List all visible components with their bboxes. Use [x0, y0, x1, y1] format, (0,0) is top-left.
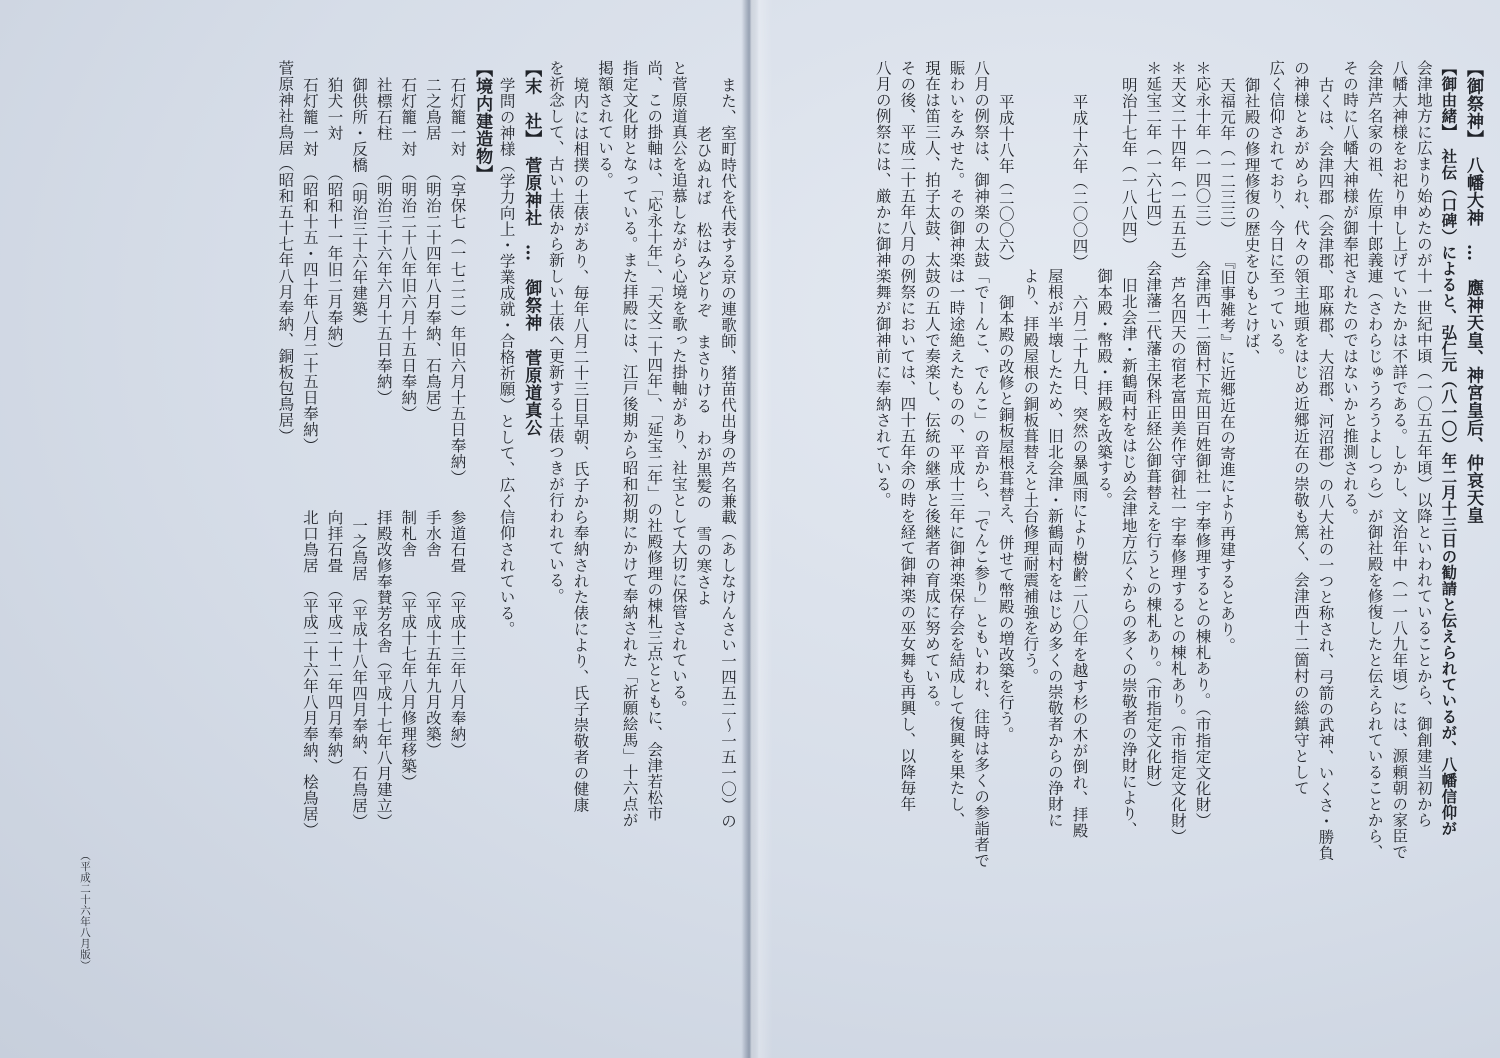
- right-page-line: 天福元年（一二三三） 『旧事雑考』に近郷近在の寄進により再建するとあり。: [1218, 77, 1237, 654]
- right-page-line: 賑わいをみせた。その御神楽は一時途絶えたものの、平成十三年に御神楽保存会を結成して復興を果たし、: [947, 60, 966, 828]
- right-page-line: 御本殿・幣殿・拝殿を改築する。: [1095, 60, 1114, 508]
- right-page-line: ＊延宝二年（一六七四） 会津藩二代藩主保科正経公御葺替えを行うとの棟札あり。（市指定文化財）: [1144, 60, 1163, 797]
- left-page-line: 掲額されている。: [596, 60, 615, 188]
- right-page-text: [770, 60, 1485, 1000]
- left-page-line: 石灯籠一対 （昭和十五・四十年八月二十五日奉納） 北口鳥居 （平成二十六年八月奉納、桧鳥居）: [300, 77, 319, 838]
- right-page-line: 屋根が半壊したため、旧北会津・新鶴両村をはじめ多くの崇敬者からの浄財に: [1045, 60, 1064, 828]
- right-page-line: 会津地方に広まり始めたのが十一世紀中頃（一〇五五年頃）以降といわれていることから、御創建当初から: [1414, 60, 1433, 828]
- right-page-line: より、拝殿屋根の銅板葺替えと土台修理耐震補強を行う。: [1021, 60, 1040, 684]
- left-page-line: 学問の神様（学力向上・学業成就・合格祈願）として、広く信仰されている。: [497, 77, 516, 638]
- right-page-line: 八月の例祭は、御神楽の太鼓「でーんこ、でんこ」の音から、「でんこ参り」ともいわれ、往時は多くの参詣者で: [972, 60, 991, 869]
- right-page-line: 八月の例祭には、厳かに御神楽舞が御神前に奉納されている。: [873, 60, 892, 508]
- right-page-line: ＊応永十年（一四〇三） 会津西十二箇村下荒田百姓御社一宇奉修理するとの棟札あり。（市指定文化財）: [1193, 60, 1212, 829]
- right-page-line: 現在は笛三人、拍子太鼓、太鼓の五人で奏楽し、伝統の継承と後継者の育成に努めている。: [922, 60, 941, 716]
- right-page-line: その後、平成二十五年八月の例祭においては、四十五年余の時を経て御神楽の巫女舞も再興し、以降毎年: [898, 60, 917, 812]
- left-page-line: を祈念して、古い土俵から新しい土俵へ更新する土俵つきが行われている。: [546, 60, 565, 604]
- right-page-line: 御社殿の修理修復の歴史をひもとけば、: [1242, 77, 1261, 366]
- right-page-line: 【御由緒】 社伝（口碑）によると、弘仁元（八一〇）年二月十三日の勧請と伝えられているが、八幡信仰が: [1439, 60, 1459, 837]
- left-page-line: と菅原道真公を追慕しながら心境を歌った掛軸があり、社宝として大切に保管されている。: [669, 60, 688, 716]
- left-page-line: 指定文化財となっている。また拝殿には、江戸後期から昭和初期にかけて奉納された「祈願絵馬」十六点が: [620, 60, 639, 828]
- right-page-line: その時に八幡大神様が御奉祀されたのではないかと推測される。: [1341, 60, 1360, 524]
- right-page-line: ＊天文二十四年（一五五五） 芦名四天の宿老富田美作守御社一宇奉修理するとの棟札あり。（市指定文化財）: [1168, 60, 1187, 845]
- right-page-line: 平成十六年（二〇〇四） 六月二十九日、突然の暴風雨により樹齢二八〇年を越す杉の木が倒れ、拝殿: [1070, 94, 1089, 839]
- right-page-line: 会津芦名家の祖、佐原十郎義連（さわらじゅうろうよしつら）が御社殿を修復したと伝えられていることから、: [1365, 60, 1384, 860]
- right-page-line: の神様とあがめられ、代々の領主地頭をはじめ近郷近在の崇敬も篤く、会津西十二箇村の総鎮守として: [1291, 60, 1310, 796]
- right-page-line: 八幡大神様をお祀り申し上げていたかは不詳である。しかし、文治年中（一一八九年頃）には、源頼朝の家臣で: [1390, 60, 1409, 860]
- left-page-line: 二之鳥居 （明治二十四年八月奉納、石鳥居） 手水舎 （平成十五年九月改築）: [423, 77, 442, 758]
- edition-note: （平成二十六年八月版）: [79, 850, 91, 971]
- right-page-line: 明治十七年（一八八四） 旧北会津・新鶴両村をはじめ会津地方広くからの多くの崇敬者の浄財により、: [1119, 77, 1138, 838]
- left-page-line: 【末 社】 菅原神社 … 御祭神 菅原道真公: [521, 60, 542, 437]
- right-page-line: 平成十八年（二〇〇六） 御本殿の改修と銅板屋根葺替え、併せて幣殿の増改築を行う。: [996, 94, 1015, 743]
- left-page-line: 老ひぬれば 松はみどりぞ まさりける わが黒髪の 雪の寒さよ: [694, 94, 713, 607]
- right-page-line: 古くは、会津四郡（会津郡、耶麻郡、大沼郡、河沼郡）の八大社の一つと称され、弓箭の武神、いくさ・勝負: [1316, 77, 1335, 862]
- left-page-line: 狛犬一対 （昭和十一年旧二月奉納） 向拝石畳 （平成二十二年四月奉納）: [325, 77, 344, 774]
- right-page-line: 【御祭神】 八幡大神 … 應神天皇、神宮皇后、仲哀天皇: [1463, 60, 1483, 524]
- left-page-line: 菅原神社鳥居（昭和五十七年八月奉納、銅板包鳥居）: [276, 60, 295, 444]
- left-page-line: 境内には相撲の土俵があり、毎年八月二十三日早朝、氏子から奉納された俵により、氏子崇敬者の健康: [571, 77, 590, 814]
- left-page-line: 石灯籠一対 （明治二十八年旧六月十五日奉納） 制札舎 （平成十七年八月修理移築）: [399, 77, 418, 790]
- left-page-line: 石灯籠一対 （享保七（一七二二）年旧六月十五日奉納） 参道石畳 （平成十三年八月奉納）: [448, 77, 467, 758]
- page-fold: [742, 0, 758, 1058]
- right-page-line: 広く信仰されており、今日に至っている。: [1267, 60, 1286, 364]
- left-page-text: [60, 60, 740, 1000]
- left-page-line: 【境内建造物】: [472, 60, 493, 183]
- left-page-line: 社標石柱 （明治三十六年六月十五日奉納） 拝殿改修奉賛芳名舎（平成十七年八月建立）: [374, 77, 393, 830]
- left-page-line: また、室町時代を代表する京の連歌師、猪苗代出身の芦名兼載（あしなけんさい一四五二～一五一〇）の: [719, 77, 737, 830]
- left-page-line: 尚、この掛軸は、「応永十年」、「天文二十四年」、「延宝二年」の社殿修理の棟札三点とともに、会津若松市: [645, 60, 664, 822]
- left-page-line: 御供所・反橋（明治三十六年建築） 一之鳥居 （平成十八年四月奉納、石鳥居）: [350, 77, 369, 830]
